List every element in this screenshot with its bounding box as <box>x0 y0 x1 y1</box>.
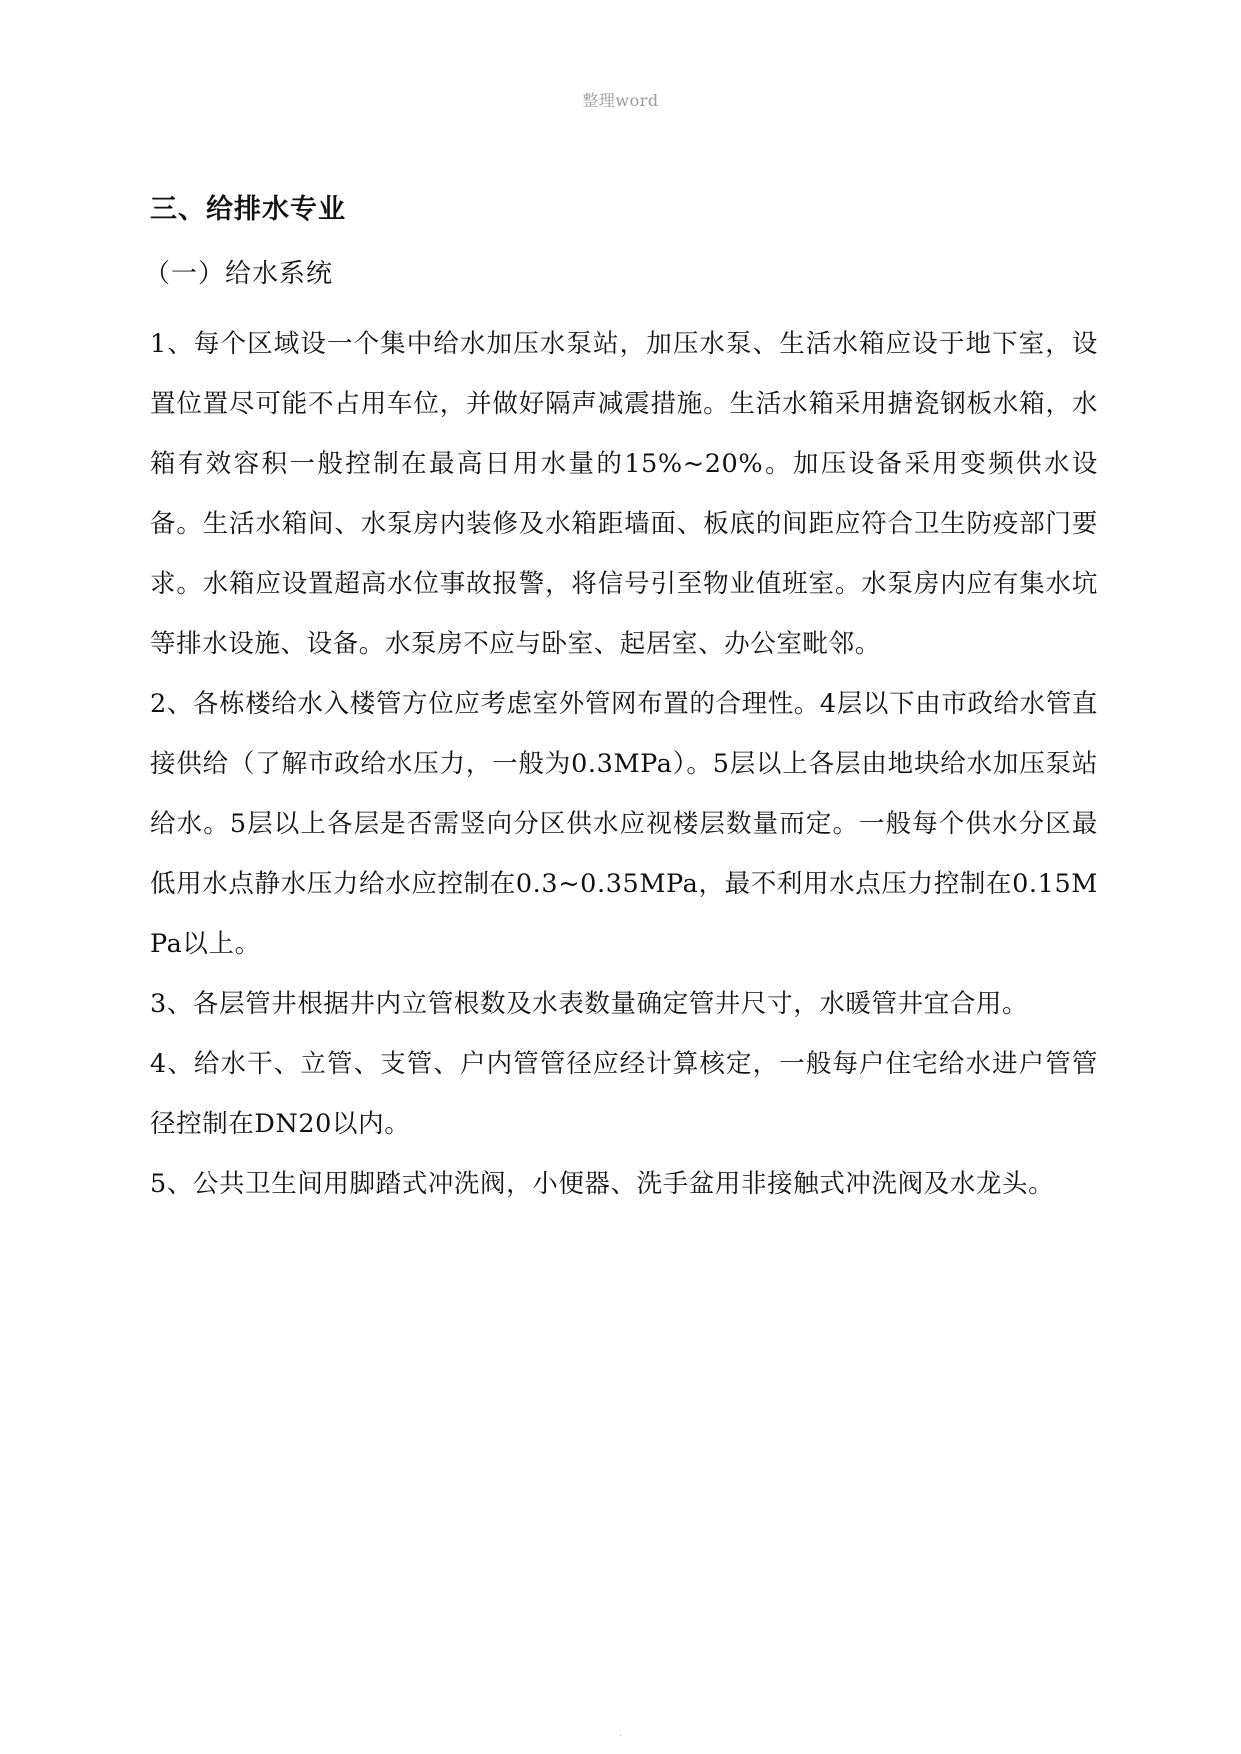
paragraph-3: 3、各层管井根据井内立管根数及水表数量确定管井尺寸，水暖管井宜合用。 <box>150 989 1029 1019</box>
subsection-title: （一）给水系统 <box>144 259 334 289</box>
paragraph-5: 5、公共卫生间用脚踏式冲洗阀，小便器、洗手盆用非接触式冲洗阀及水龙头。 <box>150 1169 1055 1199</box>
document-body <box>144 190 1098 1214</box>
section-title: 三、给排水专业 <box>150 194 346 225</box>
paragraph-2: 2、各栋楼给水入楼管方位应考虑室外管网布置的合理性。4层以下由市政给水管直接供给（了解市政给水压力，一般为0.3MPa）。5层以上各层由地块给水加压泵站给水。5层以上各层是否需竖向分区供水应视楼层数量而定。一般每个供水分区最低用水点静水压力给水应控制在0.3~0.35MPa，最不利用水点压力控制在0.15MPa以上。 <box>150 689 1098 959</box>
page-header: 整理word <box>582 91 659 110</box>
paragraph-4: 4、给水干、立管、支管、户内管管径应经计算核定，一般每户住宅给水进户管管径控制在DN20以内。 <box>150 1049 1098 1139</box>
paragraph-1: 1、每个区域设一个集中给水加压水泵站，加压水泵、生活水箱应设于地下室，设置位置尽可能不占用车位，并做好隔声减震措施。生活水箱采用搪瓷钢板水箱，水箱有效容积一般控制在最高日用水量的15%~20%。加压设备采用变频供水设备。生活水箱间、水泵房内装修及水箱距墙面、板底的间距应符合卫生防疫部门要求。水箱应设置超高水位事故报警，将信号引至物业值班室。水泵房内应有集水坑等排水设施、设备。水泵房不应与卧室、起居室、办公室毗邻。 <box>150 329 1098 659</box>
footer-mark: . <box>619 1728 623 1739</box>
